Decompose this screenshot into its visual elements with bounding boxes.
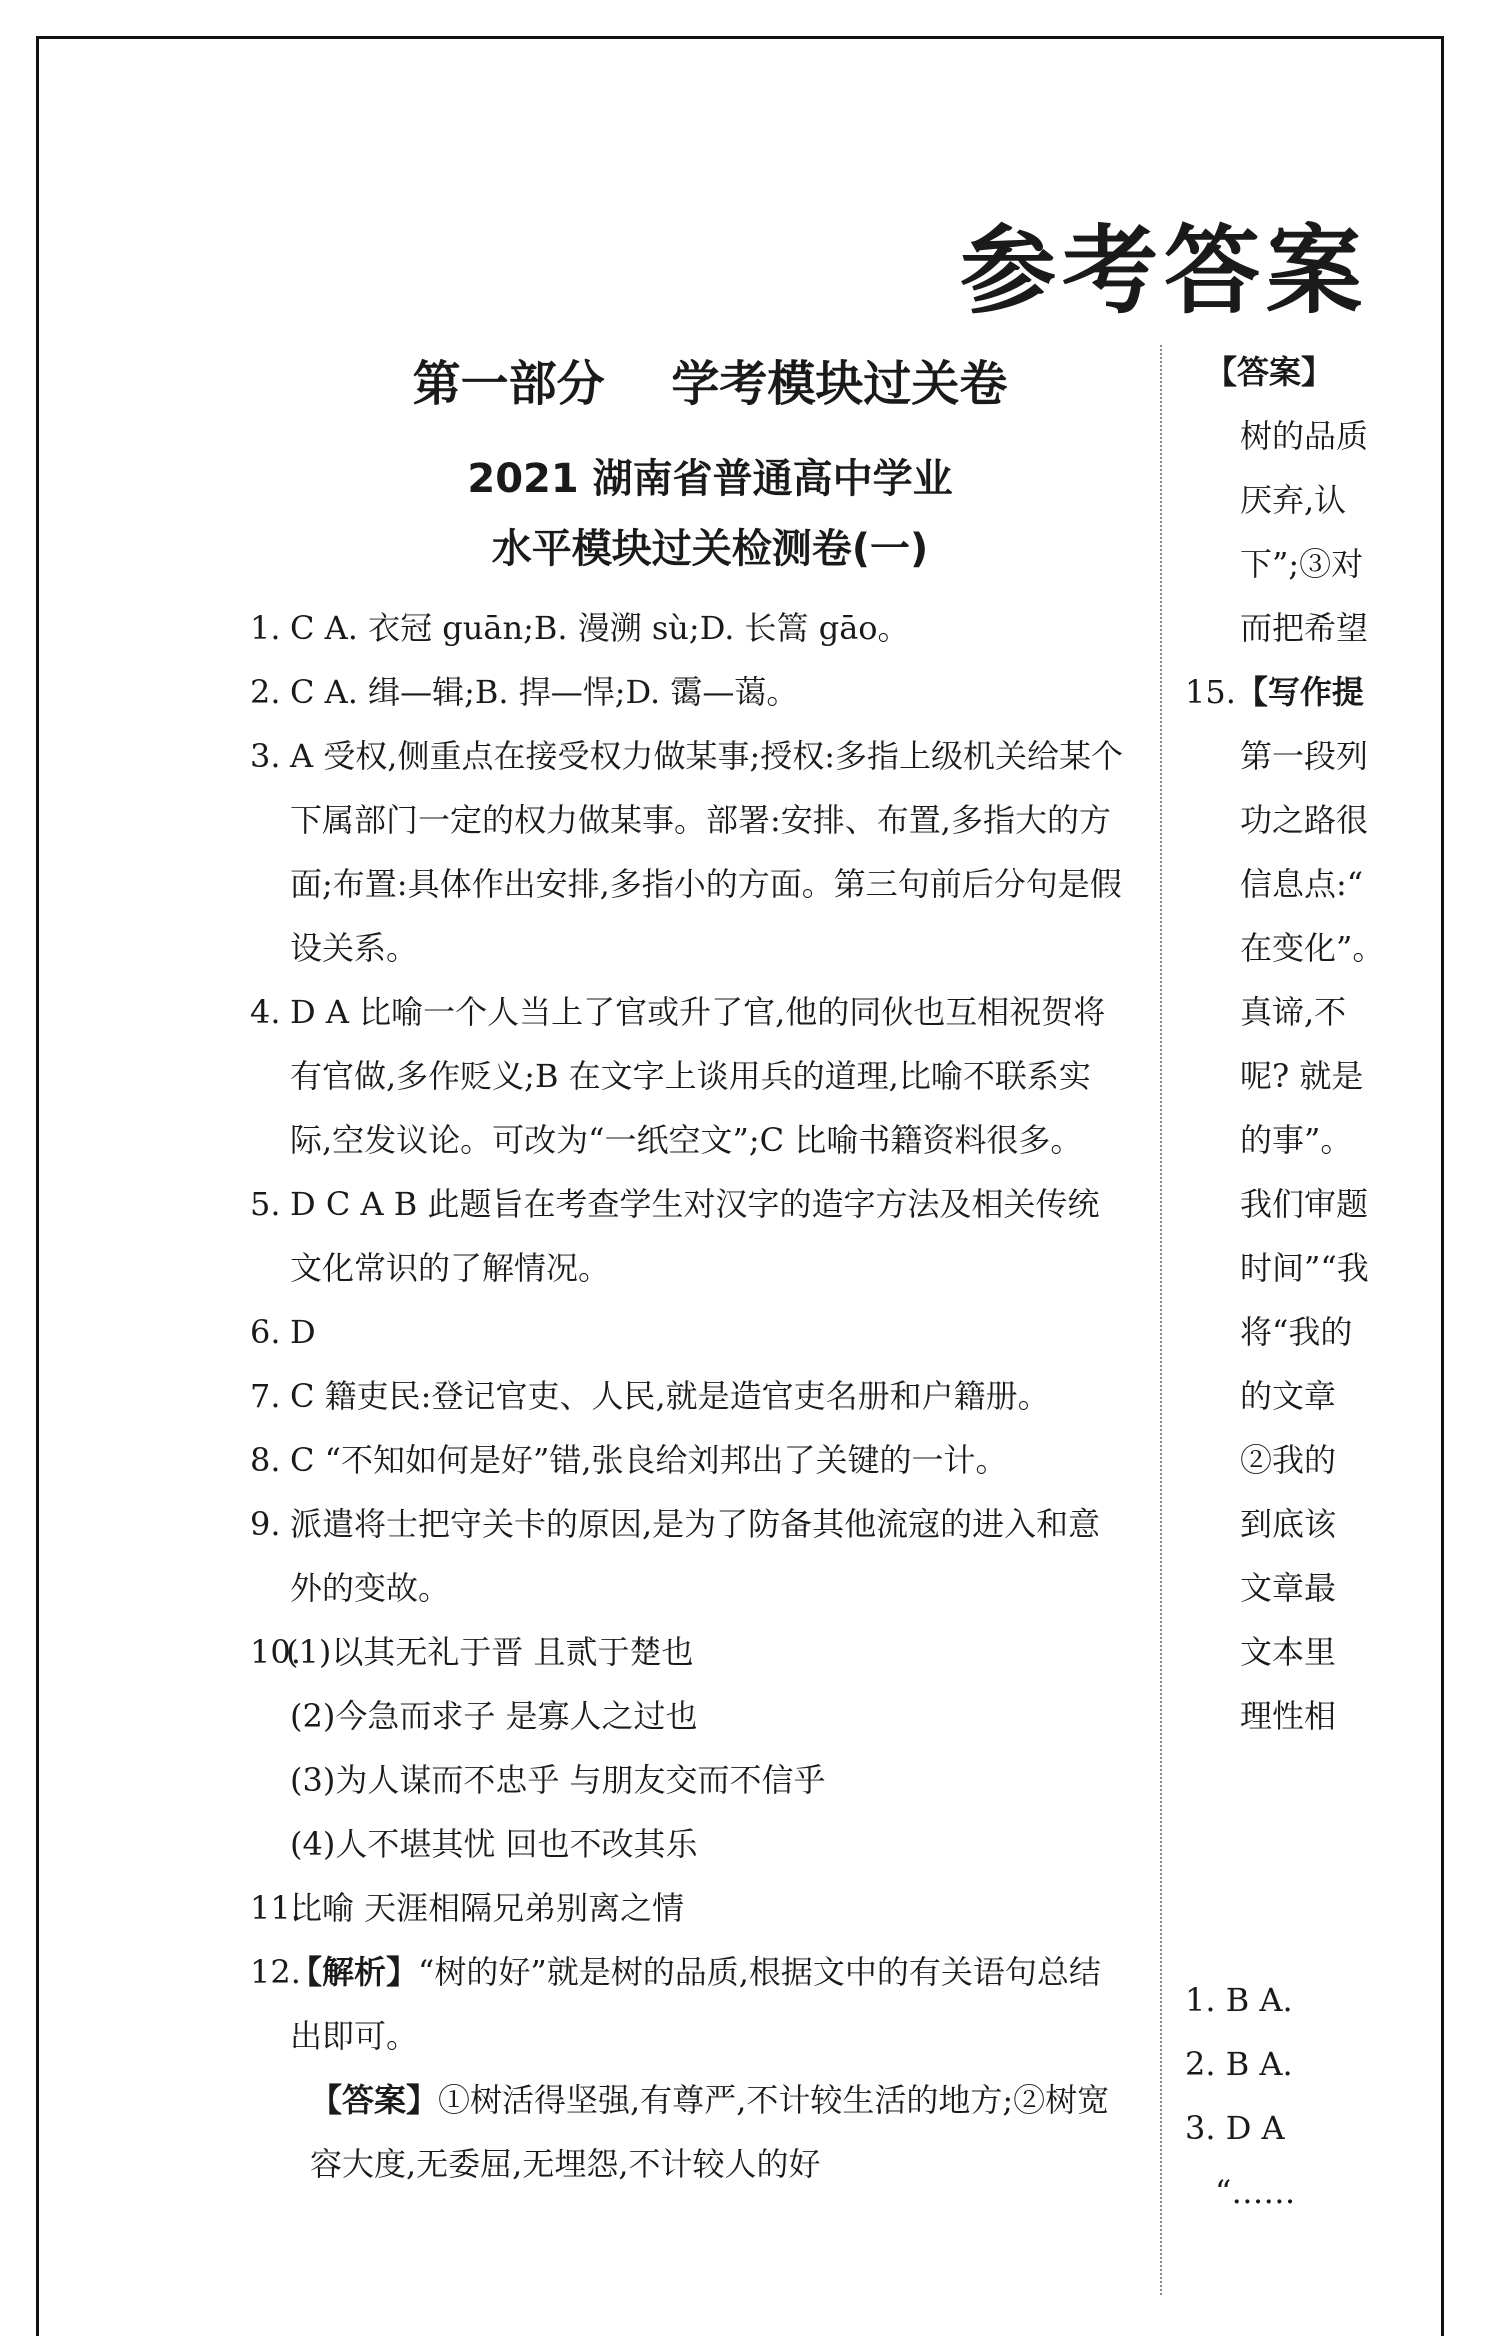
right-q15-mark: 【写作提	[1235, 673, 1364, 711]
answer-item: 7. C 籍吏民:登记官吏、人民,就是造官吏名册和户籍册。	[250, 1377, 1050, 1415]
right-line: 真谛,不	[1240, 993, 1347, 1031]
answer-item-12: 12. 【解析】“树的好”就是树的品质,根据文中的有关语句总结出即可。	[250, 1953, 1101, 2055]
right-line: 在变化”。	[1240, 929, 1385, 967]
q10-line: (3)为人谋而不忠乎 与朋友交而不信乎	[290, 1761, 826, 1799]
right-line: 呢? 就是	[1240, 1057, 1364, 1095]
page-title: 参考答案	[960, 215, 1368, 327]
right-line: 信息点:“	[1240, 865, 1364, 903]
answer-item: 5. D C A B 此题旨在考查学生对汉字的造字方法及相关传统文化常识的了解情况。	[250, 1185, 1100, 1287]
q10-line: (2)今急而求子 是寡人之过也	[290, 1697, 698, 1735]
answer-item: 8. C “不知如何是好”错,张良给刘邦出了关键的一计。	[250, 1441, 1008, 1479]
answer-item: 4. D A 比喻一个人当上了官或升了官,他的同伙也互相祝贺将有官做,多作贬义;B 在文字上谈用兵的道理,比喻不联系实际,空发议论。可改为“一纸空文”;C 比喻书籍资料很多。	[250, 993, 1106, 1159]
answer-list	[250, 596, 1130, 2196]
right-gap	[1185, 1748, 1385, 1968]
right-line: 2. B A.	[1185, 2045, 1293, 2083]
exam-title-line2: 水平模块过关检测卷(一)	[491, 526, 929, 572]
right-line: 下”;③对	[1240, 545, 1364, 583]
part-title: 第一部分 学考模块过关卷	[412, 356, 1008, 412]
right-line: 功之路很	[1240, 801, 1369, 839]
answer-item: 9. 派遣将士把守关卡的原因,是为了防备其他流寇的进入和意外的变故。	[250, 1505, 1101, 1607]
answer-item: 1. C A. 衣冠 guān;B. 漫溯 sù;D. 长篙 gāo。	[250, 609, 910, 647]
right-line: 我们审题	[1240, 1185, 1369, 1223]
right-line: 3. D A	[1185, 2109, 1285, 2147]
right-line: 文本里	[1240, 1633, 1337, 1671]
answer-item-10: 10. (1)以其无礼于晋 且贰于楚也 (2)今急而求子 是寡人之过也 (3)为人谋而不忠乎 与朋友交而不信乎 (4)人不堪其忧 回也不改其乐	[250, 1620, 1130, 1876]
right-line: 厌弃,认	[1240, 481, 1347, 519]
q10-line: (1)以其无礼于晋 且贰于楚也	[286, 1633, 694, 1671]
analysis-mark: 【解析】	[290, 1953, 419, 1991]
right-answer-mark: 【答案】	[1205, 353, 1334, 391]
right-line: 树的品质	[1240, 417, 1369, 455]
answer-text: ①树活得坚强,有尊严,不计较生活的地方;②树宽容大度,无委屈,无埋怨,不计较人的好	[310, 2081, 1110, 2183]
exam-title-line1: 2021 湖南省普通高中学业	[467, 456, 953, 502]
right-line: 的文章	[1240, 1377, 1337, 1415]
analysis-text: “树的好”就是树的品质,根据文中的有关语句总结出即可。	[290, 1953, 1101, 2055]
right-q15-num: 15.	[1185, 673, 1236, 711]
right-line: 将“我的	[1240, 1313, 1353, 1351]
right-q15	[1185, 660, 1385, 724]
right-line: 时间”“我	[1240, 1249, 1369, 1287]
right-line: 而把希望	[1240, 609, 1369, 647]
right-line: “……	[1215, 2173, 1296, 2211]
right-line: ②我的	[1240, 1441, 1337, 1479]
answer-item: 6. D	[250, 1313, 316, 1351]
answer-item: 2. C A. 缉—辑;B. 捍—悍;D. 霭—蔼。	[250, 673, 799, 711]
column-divider	[1160, 345, 1162, 2295]
answer-item: 3. A 受权,侧重点在接受权力做某事;授权:多指上级机关给某个下属部门一定的权力做某事。部署:安排、布置,多指大的方面;布置:具体作出安排,多指小的方面。第三句前后分句是假设关系。	[250, 737, 1124, 967]
answer-mark: 【答案】	[310, 2081, 439, 2119]
right-line: 第一段列	[1240, 737, 1369, 775]
right-line: 到底该	[1240, 1505, 1337, 1543]
right-line: 1. B A.	[1185, 1981, 1293, 2019]
left-column	[250, 345, 1130, 2196]
right-column	[1185, 340, 1385, 2224]
q10-line: (4)人不堪其忧 回也不改其乐	[290, 1825, 698, 1863]
right-line: 文章最	[1240, 1569, 1337, 1607]
answer-12-answer	[250, 2068, 1130, 2196]
right-line: 理性相	[1240, 1697, 1337, 1735]
answer-item-11: 11. 比喻 天涯相隔兄弟别离之情	[250, 1889, 685, 1927]
right-line: 的事”。	[1240, 1121, 1353, 1159]
